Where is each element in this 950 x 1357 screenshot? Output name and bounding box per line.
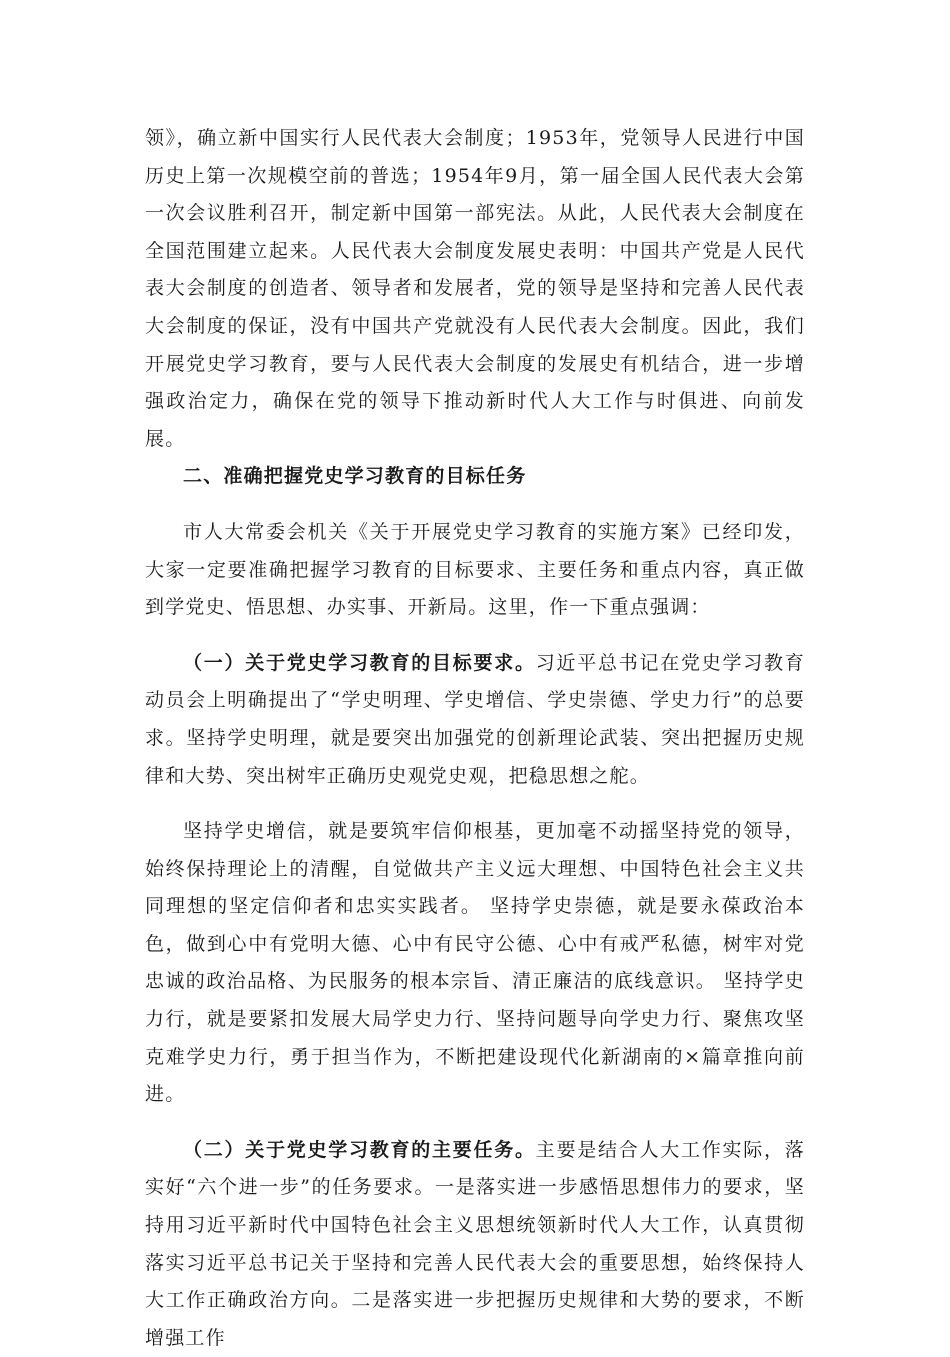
paragraph-learn-history: 坚持学史增信，就是要筑牢信仰根基，更加毫不动摇坚持党的领导，始终保持理论上的清醒，自觉做共产主义远大理想、中国特色社会主义共同理想的坚定信仰者和忠实实践者。 坚持学史崇德，就是要永葆政治本色，做到心中有党明大德、心中有民守公德、心中有戒严私德，树牢对党忠诚的政治品格、为民服务的根本宗旨、清正廉洁的底线意识。 坚持学史力行，就是要紧扣发展大局学史力行、坚持问题导向学史力行、聚焦攻坚克难学史力行，勇于担当作为，不断把建设现代化新湖南的×篇章推向前进。 [145,820,805,1106]
paragraph-main-tasks [145,1132,805,1357]
subheading-goal-requirements: （一）关于党史学习教育的目标要求。 [183,651,536,674]
paragraph-implementation-plan: 市人大常委会机关《关于开展党史学习教育的实施方案》已经印发，大家一定要准确把握学习教育的目标要求、主要任务和重点内容，真正做到学党史、悟思想、办实事、开新局。这里，作一下重点强调： [145,520,805,619]
paragraph-main-tasks-text: 主要是结合人大工作实际，落实好“六个进一步”的任务要求。一是落实进一步感悟思想伟力的要求，坚持用习近平新时代中国特色社会主义思想统领新时代人大工作，认真贯彻落实习近平总书记关于坚持和完善人民代表大会的重要思想，始终保持人大工作正确政治方向。二是落实进一步把握历史规律和大势的要求，不断增强工作 [145,1138,805,1349]
document-body [145,120,805,1357]
section-heading-objectives: 二、准确把握党史学习教育的目标任务 [183,465,527,488]
paragraph-npc-history: 领》，确立新中国实行人民代表大会制度；1953年，党领导人民进行中国历史上第一次规模空前的普选；1954年9月，第一届全国人民代表大会第一次会议胜利召开，制定新中国第一部宪法。从此，人民代表大会制度在全国范围建立起来。人民代表大会制度发展史表明：中国共产党是人民代表大会制度的创造者、领导者和发展者，党的领导是坚持和完善人民代表大会制度的保证，没有中国共产党就没有人民代表大会制度。因此，我们开展党史学习教育，要与人民代表大会制度的发展史有机结合，进一步增强政治定力，确保在党的领导下推动新时代人大工作与时俱进、向前发展。 [145,127,805,450]
paragraph-goal-requirements-text: 习近平总书记在党史学习教育动员会上明确提出了“学史明理、学史增信、学史崇德、学史力行”的总要求。坚持学史明理，就是要突出加强党的创新理论武装、突出把握历史规律和大势、突出树牢正确历史观党史观，把稳思想之舵。 [145,651,805,787]
paragraph-goal-requirements [145,645,805,795]
subheading-main-tasks: （二）关于党史学习教育的主要任务。 [183,1138,536,1161]
